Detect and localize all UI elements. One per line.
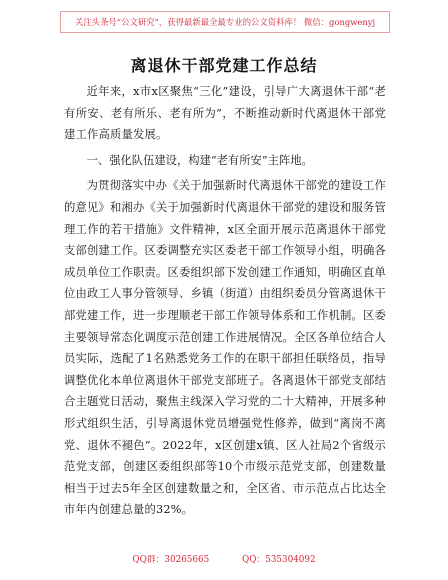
document-title: 离退休干部党建工作总结 <box>130 56 318 75</box>
footer-qq: QQ：535304092 <box>242 555 316 565</box>
intro-paragraph: 近年来，x市x区聚焦“三化”建设，引导广大离退休干部“老有所安、老有所乐、老有所为”，不断推动新时代离退休干部党建工作高质量发展。 <box>64 85 386 142</box>
body-paragraph: 为贯彻落实中办《关于加强新时代离退休干部党的建设工作的意见》和湘办《关于加强新时代离退休干部党的建设和服务管理工作的若干措施》文件精神，x区全面开展示范离退休干部党支部创建工作。区委调整充实区委老干部工作领导小组，明确各成员单位工作职责。区委组织部下发创建工作通知，明确区直单位由政工人事分管领导、乡镇（街道）由组织委员分管离退休干部党建工作，进一步理顺老干部工作领导体系和工作机制。区委主要领导常态化调度示范创建工作进展情况。全区各单位结合人员实际，选配了1名熟悉党务工作的在职干部担任联络员，指导调整优化本单位离退休干部党支部班子。各离退休干部党支部结合主题党日活动，聚焦主线深入学习党的二十大精神，开展多种形式组织生活，引导离退休党员增强党性修养，做到“离岗不离党、退休不褪色”。2022年，x区创建x镇、区人社局2个省级示范党支部，创建区委组织部等10个市级示范党支部，创建数量相当于过去5年全区创建数量之和，全区省、市示范点占比达全市年内创建总量的32%。 <box>64 179 386 517</box>
document-body <box>64 81 386 521</box>
footer-qq-group: QQ群：30265665 <box>132 555 210 565</box>
section-heading: 一、强化队伍建设，构建“老有所安”主阵地。 <box>86 153 313 167</box>
top-banner: 关注头条号“公文研究”，获得最新最全最专业的公文资料库！ 微信：gongwenyj <box>60 11 390 33</box>
footer <box>0 552 448 565</box>
